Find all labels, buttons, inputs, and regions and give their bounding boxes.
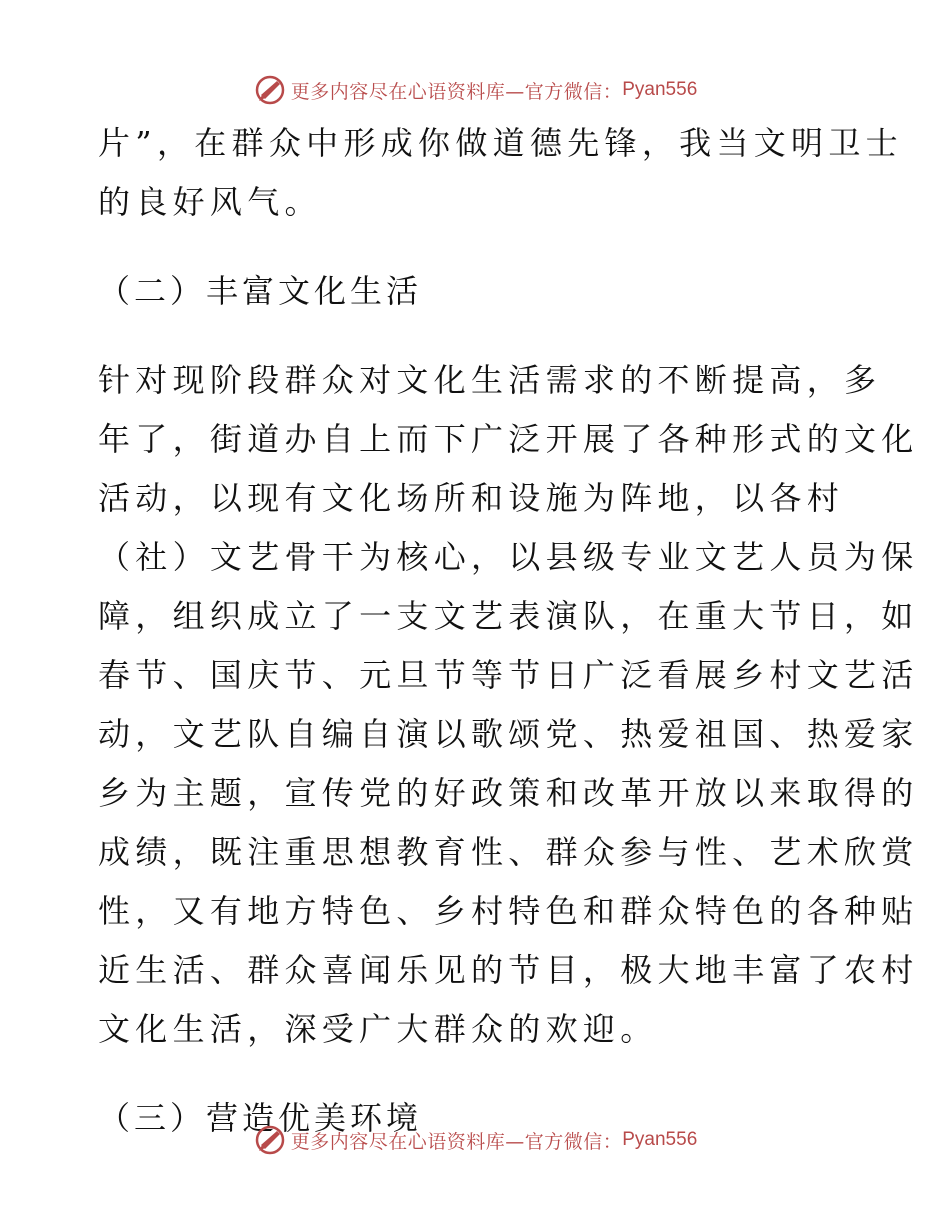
text-line: 性，又有地方特色、乡村特色和群众特色的各种贴 (98, 892, 919, 930)
text-line: 片”，在群众中形成你做道德先锋，我当文明卫士 (98, 124, 903, 162)
header-watermark (0, 70, 950, 110)
text-line: 文化生活，深受广大群众的欢迎。 (98, 1010, 658, 1048)
section-heading-3: （三）营造优美环境 (98, 1099, 423, 1137)
text-line: 乡为主题，宣传党的好政策和改革开放以来取得的 (98, 774, 919, 812)
footer-watermark (0, 1120, 950, 1160)
text-line: 春节、国庆节、元旦节等节日广泛看展乡村文艺活 (98, 656, 919, 694)
pen-logo-icon (253, 1123, 287, 1157)
text-line: 活动，以现有文化场所和设施为阵地，以各村 (98, 479, 845, 517)
text-line: 的良好风气。 (98, 183, 322, 221)
text-line: 动，文艺队自编自演以歌颂党、热爱祖国、热爱家 (98, 715, 919, 753)
banner-text: 更多内容尽在心语资料库—官方微信： (290, 1130, 623, 1153)
text-line: （社）文艺骨干为核心，以县级专业文艺人员为保 (98, 538, 919, 576)
pen-logo-icon (253, 73, 287, 107)
banner-text: 更多内容尽在心语资料库—官方微信： (290, 80, 623, 103)
text-line: 障，组织成立了一支文艺表演队，在重大节日，如 (98, 597, 919, 635)
text-line: 近生活、群众喜闻乐见的节目，极大地丰富了农村 (98, 951, 919, 989)
text-line: 针对现阶段群众对文化生活需求的不断提高，多 (98, 361, 882, 399)
paragraph-1 (98, 114, 903, 232)
text-line: 成绩，既注重思想教育性、群众参与性、艺术欣赏 (98, 833, 919, 871)
paragraph-2 (98, 351, 919, 1059)
banner-wechat-id: Pyan556 (622, 79, 698, 100)
banner-wechat-id: Pyan556 (622, 1129, 698, 1150)
section-heading-2: （二）丰富文化生活 (98, 272, 423, 310)
document-body (98, 114, 919, 1148)
text-line: 年了，街道办自上而下广泛开展了各种形式的文化 (98, 420, 919, 458)
